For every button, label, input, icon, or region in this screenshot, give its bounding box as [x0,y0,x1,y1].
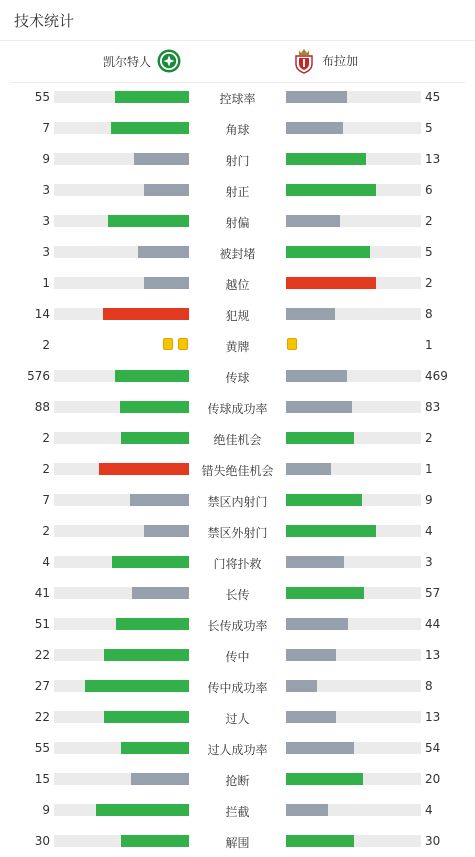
home-bar [134,153,189,165]
home-bar [132,587,189,599]
stat-row [0,702,475,733]
home-bar [85,680,189,692]
home-value: 30 [34,834,50,848]
away-bar-track [286,804,421,816]
home-bar-track [54,184,189,196]
home-bar-track [54,463,189,475]
away-bar-track [286,556,421,568]
home-value: 9 [42,803,50,817]
home-value: 22 [34,648,50,662]
home-bar [112,556,189,568]
stat-row [0,609,475,640]
away-bar-track [286,494,421,506]
away-bar [286,556,344,568]
away-team-name: 布拉加 [322,53,359,68]
home-bar-track [54,835,189,847]
home-value: 88 [34,400,50,414]
away-bar-track [286,680,421,692]
home-bar [115,91,189,103]
away-bar-track [286,432,421,444]
stat-row [0,795,475,826]
away-value: 3 [425,555,433,569]
home-bar [144,525,189,537]
away-value: 44 [425,617,441,631]
home-value: 4 [42,555,50,569]
stat-label: 抢断 [225,774,250,788]
stat-row [0,454,475,485]
home-bar-track [54,401,189,413]
stat-label: 绝佳机会 [213,433,262,447]
stat-row [0,82,475,113]
away-bar-track [286,835,421,847]
away-team[interactable] [292,48,358,72]
away-value: 54 [425,741,441,755]
braga-logo-icon [292,48,316,72]
home-bar-track [54,680,189,692]
away-bar [286,277,376,289]
away-bar-track [286,401,421,413]
away-bar [286,649,336,661]
home-bar-track [54,742,189,754]
stat-label: 射正 [225,185,250,199]
away-value: 5 [425,121,433,135]
away-value: 1 [425,462,433,476]
header [0,0,475,41]
stat-label: 解围 [225,836,250,850]
away-bar-track [286,153,421,165]
home-bar [144,184,189,196]
away-bar-track [286,773,421,785]
stat-row [0,547,475,578]
stat-row [0,671,475,702]
home-bar-track [54,773,189,785]
away-value: 4 [425,524,433,538]
away-value: 4 [425,803,433,817]
away-bar [286,91,347,103]
stat-label: 长传 [225,588,250,602]
stat-label: 拦截 [225,805,250,819]
away-bar-track [286,308,421,320]
away-bar-track [286,649,421,661]
away-bar-track [286,463,421,475]
home-team-name: 凯尔特人 [102,54,151,69]
home-value: 1 [42,276,50,290]
home-bar [144,277,189,289]
stat-label: 传中 [225,650,250,664]
home-value: 55 [34,741,50,755]
teams-header [10,41,465,83]
away-value: 5 [425,245,433,259]
stat-row [0,423,475,454]
yellow-card-icon [287,338,297,350]
away-bar [286,308,335,320]
away-value: 45 [425,90,441,104]
home-value: 3 [42,214,50,228]
home-bar-track [54,91,189,103]
home-bar [108,215,189,227]
away-bar [286,618,348,630]
away-value: 2 [425,276,433,290]
stat-row [0,826,475,857]
home-value: 7 [42,493,50,507]
stats-list [0,82,475,857]
away-value: 9 [425,493,433,507]
home-bar-track [54,804,189,816]
home-bar [121,835,189,847]
away-bar-track [286,246,421,258]
home-value: 55 [34,90,50,104]
home-bar [130,494,189,506]
stat-label: 犯规 [225,309,250,323]
stat-row [0,764,475,795]
away-bar-track [286,711,421,723]
home-bar [104,711,189,723]
stat-row [0,392,475,423]
away-bar [286,525,376,537]
stat-row [0,516,475,547]
away-bar [286,835,354,847]
away-value: 13 [425,710,441,724]
home-bar [116,618,189,630]
away-bar [286,773,363,785]
away-bar-track [286,742,421,754]
away-bar-track [286,525,421,537]
away-value: 13 [425,648,441,662]
home-bar [121,742,189,754]
stat-row [0,144,475,175]
home-bar-track [54,649,189,661]
away-bar [286,742,354,754]
away-bar [286,463,331,475]
stat-row [0,268,475,299]
away-bar [286,680,317,692]
home-bar-track [54,432,189,444]
home-bar-track [54,215,189,227]
home-bar [115,370,189,382]
away-value: 83 [425,400,441,414]
home-value: 9 [42,152,50,166]
home-bar [104,649,189,661]
away-bar [286,401,352,413]
home-bar [138,246,189,258]
home-bar-track [54,494,189,506]
home-value: 3 [42,183,50,197]
away-value: 57 [425,586,441,600]
stat-row [0,640,475,671]
home-team[interactable] [103,49,181,73]
stat-label: 禁区外射门 [207,526,268,540]
stat-row [0,299,475,330]
home-value: 14 [34,307,50,321]
stat-label: 射偏 [225,216,250,230]
yellow-card-icon [178,338,188,350]
away-value: 6 [425,183,433,197]
stat-label: 传球 [225,371,250,385]
stat-row [0,113,475,144]
stat-row [0,733,475,764]
home-bar-track [54,556,189,568]
away-bar [286,432,354,444]
away-bar-track [286,370,421,382]
away-bar [286,246,370,258]
stat-label: 传中成功率 [207,681,268,695]
stat-label: 禁区内射门 [207,495,268,509]
away-value: 8 [425,307,433,321]
away-value: 469 [425,369,448,383]
stat-label: 错失绝佳机会 [201,464,274,478]
yellow-card-icon [163,338,173,350]
stat-row [0,330,475,361]
home-value: 2 [42,524,50,538]
away-bar-track [286,91,421,103]
celtic-logo-icon [157,49,181,73]
away-bar [286,153,366,165]
stat-row [0,361,475,392]
away-bar-track [286,122,421,134]
home-bar-track [54,587,189,599]
stat-row [0,175,475,206]
away-value: 13 [425,152,441,166]
away-bar-track [286,215,421,227]
home-value: 2 [42,462,50,476]
stat-label: 越位 [225,278,250,292]
away-value: 20 [425,772,441,786]
home-bar-track [54,277,189,289]
away-bar [286,804,328,816]
away-bar-track [286,618,421,630]
home-bar-track [54,246,189,258]
home-value: 51 [34,617,50,631]
home-bar [96,804,189,816]
home-bar-track [54,122,189,134]
stat-label: 门将扑救 [213,557,262,571]
stat-row [0,237,475,268]
stat-label: 黄牌 [225,340,250,354]
home-bar-track [54,370,189,382]
stat-label: 传球成功率 [207,402,268,416]
away-bar [286,370,347,382]
stat-row [0,206,475,237]
away-bar-track [286,277,421,289]
page-title: 技术统计 [14,12,75,30]
home-value: 27 [34,679,50,693]
away-value: 2 [425,214,433,228]
home-bar-track [54,525,189,537]
away-bar [286,587,364,599]
home-bar-track [54,711,189,723]
home-value: 15 [34,772,50,786]
home-bar [121,432,189,444]
away-value: 8 [425,679,433,693]
stat-row [0,578,475,609]
away-value: 1 [425,338,433,352]
away-bar [286,711,336,723]
stat-label: 过人成功率 [207,743,268,757]
away-bar-track [286,587,421,599]
stat-label: 过人 [225,712,250,726]
stat-label: 射门 [225,154,250,168]
home-bar [103,308,189,320]
away-bar-track [286,184,421,196]
away-bar [286,184,376,196]
home-value: 41 [34,586,50,600]
away-bar [286,215,340,227]
stat-label: 被封堵 [219,247,256,261]
home-bar [131,773,189,785]
stat-label: 角球 [225,123,250,137]
stat-row [0,485,475,516]
home-value: 2 [42,338,50,352]
home-value: 2 [42,431,50,445]
home-bar-track [54,153,189,165]
home-value: 22 [34,710,50,724]
away-value: 2 [425,431,433,445]
home-value: 7 [42,121,50,135]
home-bar [99,463,189,475]
away-bar [286,122,343,134]
stat-label: 控球率 [219,92,256,106]
home-bar [111,122,189,134]
home-bar-track [54,308,189,320]
home-value: 576 [27,369,50,383]
away-value: 30 [425,834,441,848]
stat-label: 长传成功率 [207,619,268,633]
home-bar-track [54,618,189,630]
away-bar [286,494,362,506]
home-bar [120,401,189,413]
home-value: 3 [42,245,50,259]
